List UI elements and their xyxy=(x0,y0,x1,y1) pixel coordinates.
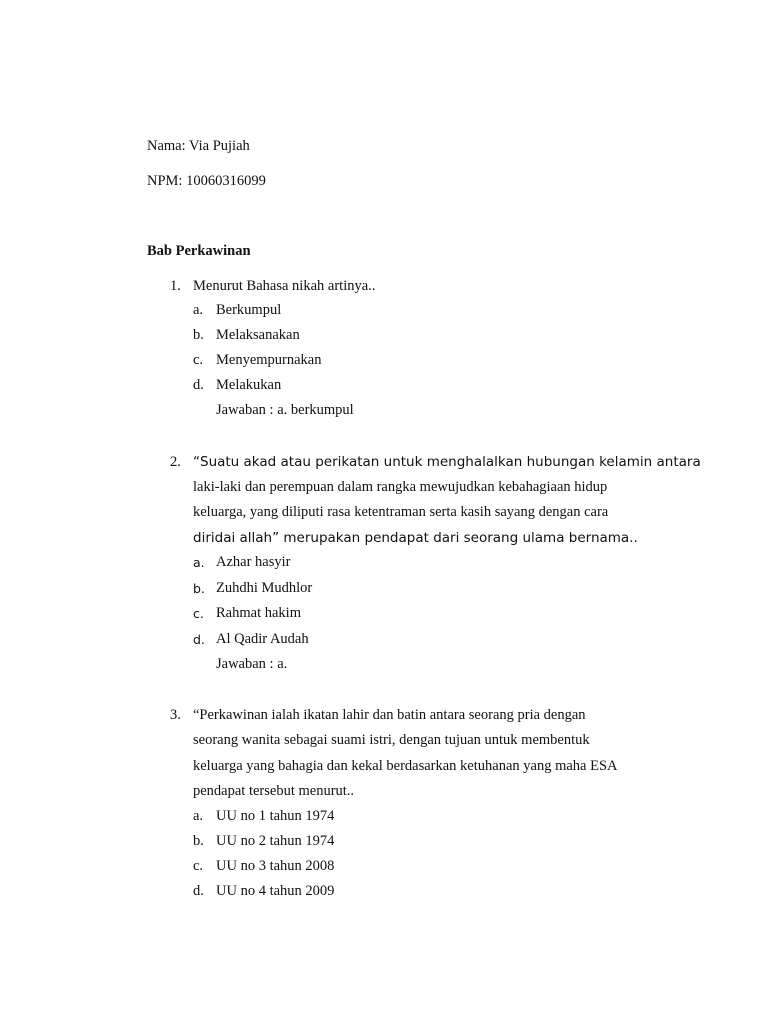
option-letter: b. xyxy=(193,581,205,596)
question-text: Menurut Bahasa nikah artinya.. xyxy=(193,278,376,294)
question-text-line: diridai allah” merupakan pendapat dari seorang ulama bernama.. xyxy=(193,530,638,546)
student-npm: NPM: 10060316099 xyxy=(147,173,266,189)
option-text: UU no 2 tahun 1974 xyxy=(216,833,335,849)
answer-text: Jawaban : a. berkumpul xyxy=(216,402,354,418)
option-text: UU no 4 tahun 2009 xyxy=(216,883,335,899)
question-number: 1. xyxy=(170,278,181,294)
option-letter: a. xyxy=(193,302,204,318)
option-letter: d. xyxy=(193,883,204,899)
option-letter: d. xyxy=(193,377,204,393)
question-text-line: “Suatu akad atau perikatan untuk menghalalkan hubungan kelamin antara xyxy=(193,454,701,470)
question-text-line: seorang wanita sebagai suami istri, dengan tujuan untuk membentuk xyxy=(193,732,590,748)
option-text: Menyempurnakan xyxy=(216,352,322,368)
answer-text: Jawaban : a. xyxy=(216,656,288,672)
question-text-line: laki-laki dan perempuan dalam rangka mewujudkan kebahagiaan hidup xyxy=(193,479,608,495)
question-text-line: “Perkawinan ialah ikatan lahir dan batin antara seorang pria dengan xyxy=(193,707,586,723)
question-number: 2. xyxy=(170,454,181,470)
option-letter: c. xyxy=(193,352,204,368)
option-letter: d. xyxy=(193,632,205,647)
section-title: Bab Perkawinan xyxy=(147,243,251,259)
option-text: UU no 1 tahun 1974 xyxy=(216,808,335,824)
option-text: Rahmat hakim xyxy=(216,605,301,621)
question-text-line: keluarga yang bahagia dan kekal berdasarkan ketuhanan yang maha ESA xyxy=(193,758,618,774)
option-text: Azhar hasyir xyxy=(216,554,291,570)
option-letter: c. xyxy=(193,858,204,874)
question-number: 3. xyxy=(170,707,181,723)
option-letter: c. xyxy=(193,606,204,621)
option-text: Berkumpul xyxy=(216,302,282,318)
option-letter: a. xyxy=(193,808,204,824)
option-letter: b. xyxy=(193,833,204,849)
student-name: Nama: Via Pujiah xyxy=(147,138,250,154)
option-text: Melakukan xyxy=(216,377,282,393)
option-letter: a. xyxy=(193,555,205,570)
option-text: Zuhdhi Mudhlor xyxy=(216,580,313,596)
question-text-line: pendapat tersebut menurut.. xyxy=(193,783,355,799)
option-letter: b. xyxy=(193,327,204,343)
option-text: UU no 3 tahun 2008 xyxy=(216,858,335,874)
option-text: Al Qadir Audah xyxy=(216,631,309,647)
question-text-line: keluarga, yang diliputi rasa ketentraman serta kasih sayang dengan cara xyxy=(193,504,609,520)
option-text: Melaksanakan xyxy=(216,327,300,343)
